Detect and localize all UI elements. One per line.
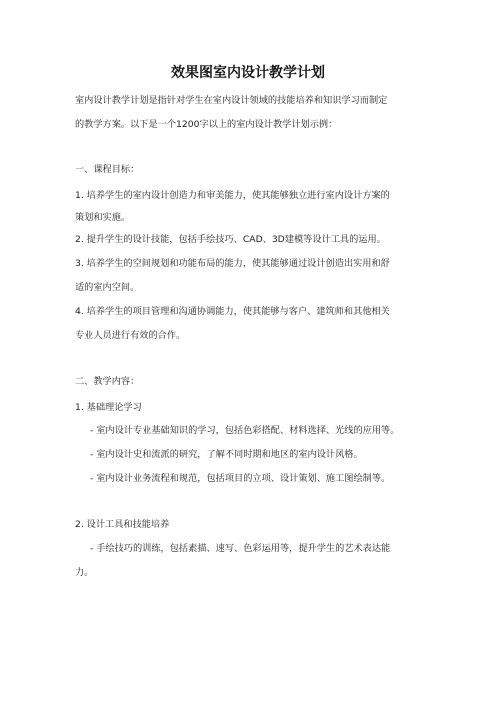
content-item-2-heading: 2. 设计工具和技能培养 <box>75 519 170 530</box>
goal-line-1: 1. 培养学生的室内设计创造力和审美能力，使其能够独立进行室内设计方案的 <box>75 190 390 201</box>
goal-line-3: 2. 提升学生的设计技能，包括手绘技巧、CAD、3D建模等设计工具的运用。 <box>75 234 386 245</box>
goal-line-6: 4. 培养学生的项目管理和沟通协调能力，使其能够与客户、建筑师和其他相关 <box>75 306 390 317</box>
content-item-1-point-3: - 室内设计业务流程和规范，包括项目的立项、设计策划、施工图绘制等。 <box>90 473 391 484</box>
intro-line-1: 室内设计教学计划是指针对学生在室内设计领域的技能培养和知识学习而制定 <box>75 95 388 106</box>
content-item-1-heading: 1. 基础理论学习 <box>75 402 142 413</box>
goal-line-4: 3. 培养学生的空间规划和功能布局的能力，使其能够通过设计创造出实用和舒 <box>75 258 390 269</box>
content-item-2-point-1: - 手绘技巧的训练，包括素描、速写、色彩运用等，提升学生的艺术表达能 <box>90 543 391 554</box>
goal-line-2: 策划和实施。 <box>75 212 131 223</box>
intro-line-2: 的教学方案。以下是一个1200字以上的室内设计教学计划示例： <box>75 119 338 130</box>
goal-line-5: 适的室内空间。 <box>75 282 140 293</box>
content-item-1-point-2: - 室内设计史和流派的研究，了解不同时期和地区的室内设计风格。 <box>90 449 363 460</box>
goal-line-7: 专业人员进行有效的合作。 <box>75 330 186 341</box>
section-heading-goals: 一、课程目标： <box>75 164 140 175</box>
content-item-1-point-1: - 室内设计专业基础知识的学习，包括色彩搭配、材料选择、光线的应用等。 <box>90 425 400 436</box>
section-heading-content: 二、教学内容： <box>75 376 140 387</box>
content-item-2-point-1-cont: 力。 <box>75 567 94 578</box>
document-title: 效果图室内设计教学计划 <box>171 65 325 81</box>
